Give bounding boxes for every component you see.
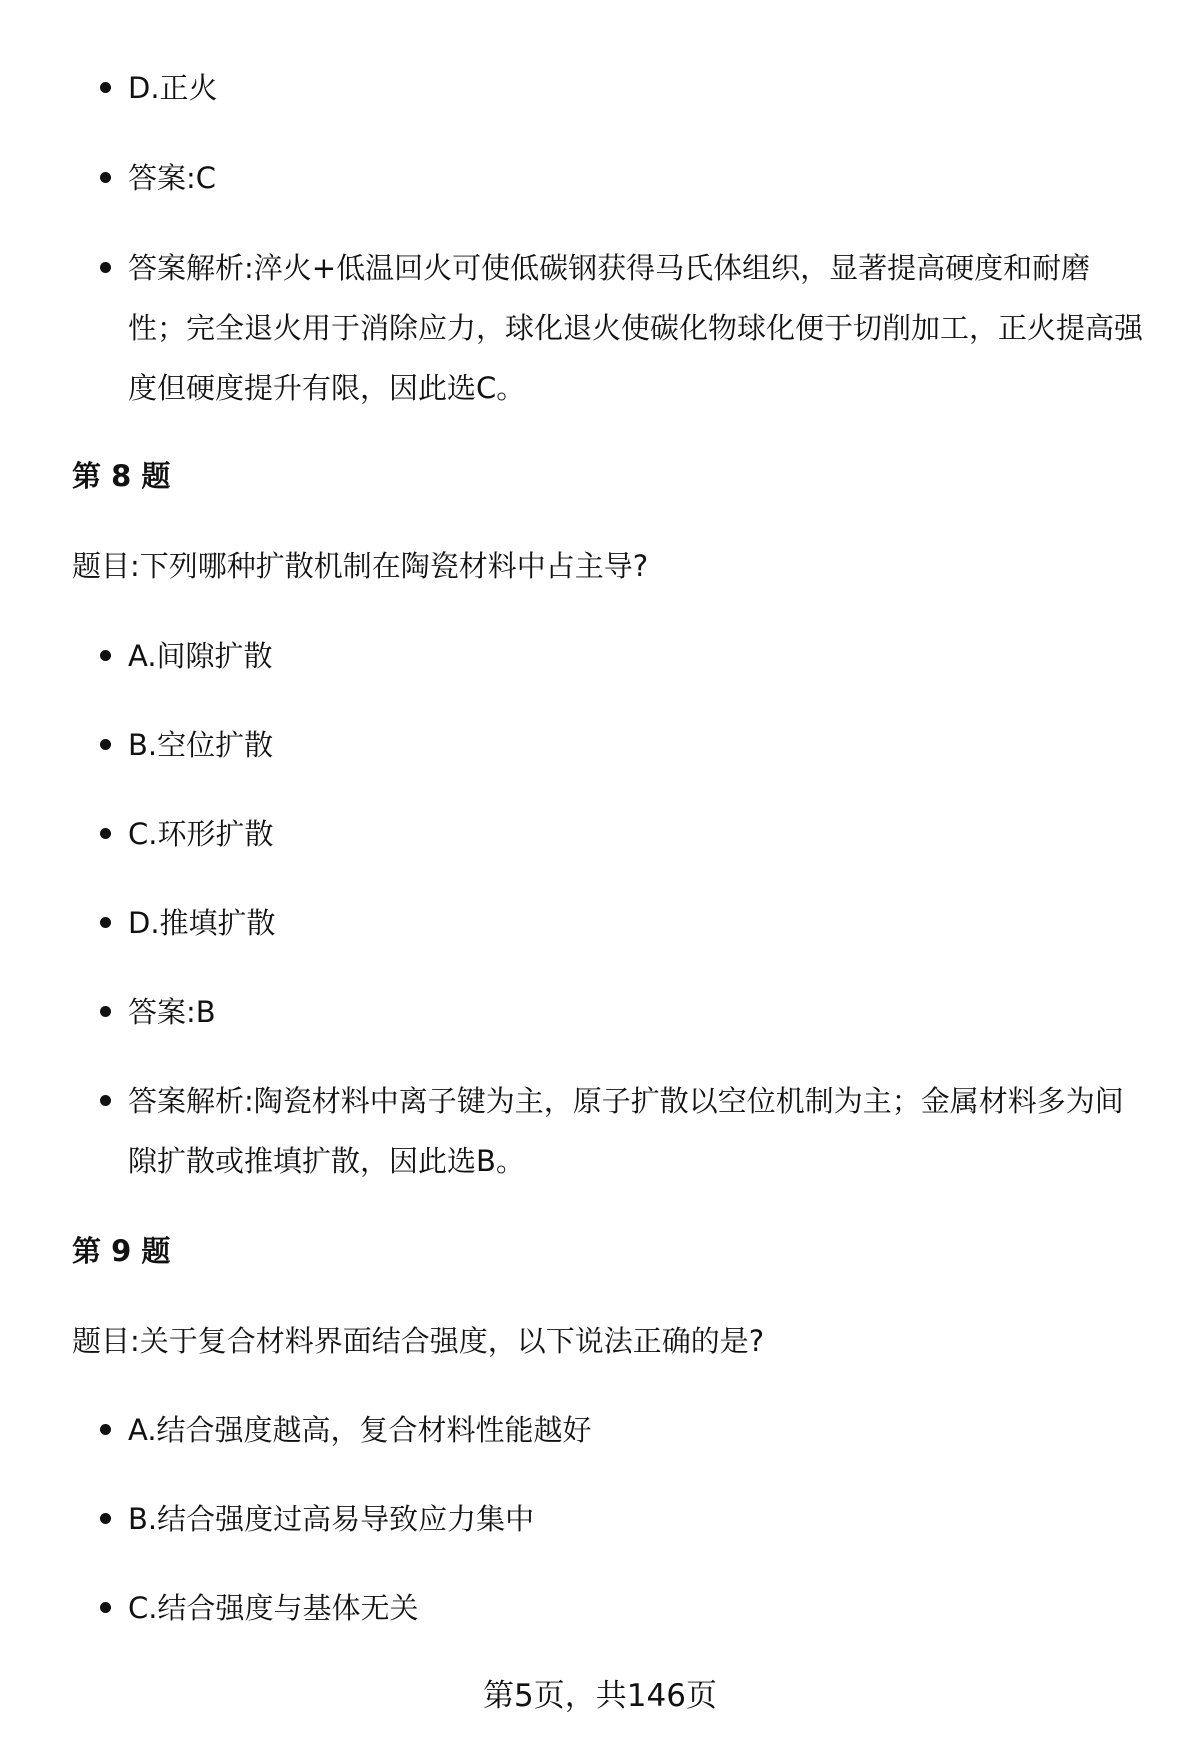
bullet-icon bbox=[100, 172, 111, 183]
q7-answer bbox=[128, 148, 1148, 208]
q9-option-c-text: C.结合强度与基体无关 bbox=[128, 1591, 419, 1625]
q8-option-a-text: A.间隙扩散 bbox=[128, 639, 273, 673]
q9-option-c bbox=[128, 1578, 1148, 1638]
bullet-icon bbox=[100, 650, 111, 661]
q9-option-b-text: B.结合强度过高易导致应力集中 bbox=[128, 1502, 535, 1536]
bullet-icon bbox=[100, 1095, 111, 1106]
q7-answer-text: 答案:C bbox=[128, 161, 217, 195]
q8-option-d bbox=[128, 893, 1148, 953]
q8-option-c-text: C.环形扩散 bbox=[128, 817, 274, 851]
bullet-icon bbox=[100, 917, 111, 928]
bullet-icon bbox=[100, 1006, 111, 1017]
q7-option-d bbox=[128, 58, 1148, 118]
q8-question: 题目:下列哪种扩散机制在陶瓷材料中占主导? bbox=[72, 549, 649, 583]
bullet-icon bbox=[100, 1513, 111, 1524]
q8-option-d-text: D.推填扩散 bbox=[128, 906, 276, 940]
q8-option-c bbox=[128, 804, 1148, 864]
bullet-icon bbox=[100, 828, 111, 839]
q7-explanation-text: 答案解析:淬火+低温回火可使低碳钢获得马氏体组织，显著提高硬度和耐磨性；完全退火用于消除应力，球化退火使碳化物球化便于切削加工，正火提高强度但硬度提升有限，因此选C。 bbox=[128, 251, 1144, 405]
q8-explanation bbox=[128, 1071, 1148, 1191]
q8-option-b-text: B.空位扩散 bbox=[128, 728, 274, 762]
q7-option-d-text: D.正火 bbox=[128, 71, 218, 105]
q9-option-b bbox=[128, 1489, 1148, 1549]
q9-heading: 第 9 题 bbox=[72, 1234, 171, 1268]
bullet-icon bbox=[100, 82, 111, 93]
q9-option-a-text: A.结合强度越高，复合材料性能越好 bbox=[128, 1413, 592, 1447]
bullet-icon bbox=[100, 1602, 111, 1613]
bullet-icon bbox=[100, 739, 111, 750]
q8-heading: 第 8 题 bbox=[72, 459, 171, 493]
bullet-icon bbox=[100, 1424, 111, 1435]
q8-explanation-text: 答案解析:陶瓷材料中离子键为主，原子扩散以空位机制为主；金属材料多为间隙扩散或推填扩散，因此选B。 bbox=[128, 1084, 1124, 1178]
q8-option-a bbox=[128, 626, 1148, 686]
q7-explanation bbox=[128, 238, 1148, 418]
page-footer: 第5页，共146页 bbox=[483, 1678, 717, 1714]
q8-answer-text: 答案:B bbox=[128, 995, 216, 1029]
q8-option-b bbox=[128, 715, 1148, 775]
q8-answer bbox=[128, 982, 1148, 1042]
q9-question: 题目:关于复合材料界面结合强度，以下说法正确的是? bbox=[72, 1324, 765, 1358]
q9-option-a bbox=[128, 1400, 1148, 1460]
bullet-icon bbox=[100, 262, 111, 273]
